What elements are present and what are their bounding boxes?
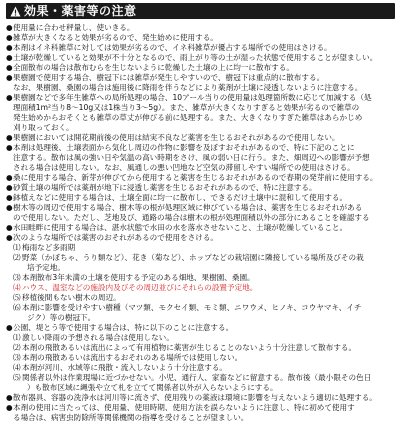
- precaution-item: [6, 73, 395, 83]
- precaution-text: 全面散布の場合は散布むらを生じないように乾燥した土壌の上に均一に散布する。: [13, 63, 294, 72]
- sub-item-text: 本剤の飛散あるいは流出するおそれのある場所では使用しない。: [22, 353, 243, 362]
- sub-item: [6, 333, 395, 343]
- sub-item: [6, 273, 395, 283]
- sub-item-text: 本剤に影響を受けやすい樹種（マツ類、モクセイ類、モミ類、ニワウメ、ヒノキ、コウヤマキ、イチ: [22, 303, 362, 312]
- bullet-icon: ●: [6, 403, 13, 412]
- precaution-text: 本剤の使用に当たっては、使用量、使用時期、使用方法を誤らないように注意し、特に初めて使用す: [13, 403, 355, 412]
- sub-item-continuation: ジク）等の樹冠下。: [27, 313, 96, 322]
- sub-item-text: 梅雨など多雨期: [22, 243, 76, 252]
- sub-item-text: 本剤の飛散あるいは流出によって有用植物に薬害が生じることのないよう十分注意して散布する。: [22, 343, 357, 352]
- bullet-icon: ●: [6, 233, 13, 242]
- sub-item-number: ⑵: [13, 253, 21, 262]
- sub-item-number: ⑴: [13, 333, 21, 342]
- precaution-continuation: される場合は使用しない。なお、風通しの悪い凹地など空気の滞留しやすい場所での使用はさける。: [13, 163, 355, 172]
- sub-item-continuation: 培予定地。: [27, 263, 65, 272]
- sub-item: [6, 343, 395, 353]
- precaution-item: [6, 183, 395, 193]
- sub-item-text: 本剤が河川、水域等に飛散・流入しないよう十分注意する。: [22, 363, 228, 372]
- sub-item-number: ⑸: [13, 293, 21, 302]
- bullet-icon: ●: [6, 93, 13, 102]
- precaution-item: [6, 173, 395, 183]
- precaution-text: 土壌が乾燥していると効果が不十分となるので、雨上がり等の土が湿った状態で使用することが望ましい。: [13, 53, 378, 62]
- precaution-item: [6, 403, 395, 413]
- precaution-text: 果樹園で使用する場合、樹冠下には雑草が発生しやすいので、樹冠下は重点的に散布する。: [13, 73, 325, 82]
- precaution-continuation: なお、果樹園、桑園の場合は施用後に降雨を伴うなどにより薬剤が土壌に浸透しないように注意する。: [13, 83, 363, 92]
- precaution-text: 次のような場所では薬害のおそれがあるので使用をさける。: [13, 233, 219, 242]
- precaution-text: 水田畦畔に使用する場合は、湛水状態で水田の水を落水させないこと、土壌が乾燥していること。: [13, 223, 348, 232]
- warning-triangle-icon: [10, 6, 21, 17]
- sub-item-text: 関係者以外は作業現場に近づかせない。小児、通行人、家畜などに留意する。散布後（最小限その色日: [22, 373, 372, 382]
- precaution-text: 樹木等の周辺で使用する場合、樹木等の根が処理区域に伸びている場合は、薬害を生じるおそれがある: [13, 203, 363, 212]
- precaution-item: [6, 323, 395, 333]
- sub-item-number: ⑷: [13, 363, 21, 372]
- sub-item-text: 野菜（かぼちゃ、うり類など）、花き（菊など）、ホップなどの栽培園に隣接している場所及びその栽: [22, 253, 364, 262]
- sub-item: [6, 253, 395, 263]
- bullet-icon: ●: [6, 143, 13, 152]
- section-header: [6, 3, 395, 19]
- precaution-text: 鉢植えなどに使用する場合は、土壌全面に均一に散布し、できるだけ土壌中に混和して使用する。: [13, 193, 348, 202]
- precaution-text: 桑に使用する場合、新芽が伸びてから使用すると薬害を生じるおそれがあるので春期の発芽前に使用する。: [13, 173, 378, 182]
- sub-item-number: ⑶: [13, 273, 21, 282]
- bullet-icon: ●: [6, 323, 13, 332]
- precaution-item: [6, 143, 395, 153]
- bullet-icon: ●: [6, 33, 13, 42]
- precaution-text: 雑草が大きくなると効果が劣るので、発生始めに使用する。: [13, 33, 218, 42]
- precaution-item: [6, 23, 395, 33]
- bullet-icon: ●: [6, 203, 13, 212]
- precaution-item: [6, 33, 395, 43]
- sub-item: [6, 373, 395, 383]
- precaution-item: [6, 43, 395, 53]
- precaution-item: [6, 223, 395, 233]
- sub-item-text: 激しい降雨の予想される場合は使用しない。: [22, 333, 174, 342]
- bullet-icon: ●: [6, 63, 13, 72]
- bullet-icon: ●: [6, 73, 13, 82]
- precaution-continuation: る場合は、病害虫防除所等関係機関の指導を受けることが望ましい。: [13, 413, 249, 422]
- precaution-text: 散布器具、容器の洗浄水は河川等に流さず、使用残りの薬液は環境に影響を与えないよう適切に処理する。: [13, 393, 377, 402]
- precaution-continuation: 注意する。散布は風の強い日や気温の高い時期をさけ、風の弱い日に行う。また、畑周辺への影響が予想: [13, 153, 370, 162]
- precaution-text: 果樹園などで多年生雑草への局所処理の場合、10アール当りの使用量は処理箇所数に応じて加減する（処: [13, 93, 372, 102]
- precaution-item: [6, 133, 395, 143]
- bullet-icon: ●: [6, 393, 13, 402]
- precaution-item: [6, 53, 395, 63]
- sub-item-number: ⑹: [13, 303, 21, 312]
- sub-item: [6, 283, 395, 293]
- precaution-text: 砂質土壌の場所では薬剤が地下に浸透し薬害を生じるおそれがあるので、特に注意する。: [13, 183, 317, 192]
- precaution-continuation: 刈り取っておく。: [13, 123, 74, 132]
- sub-item-text: ハウス、温室などの施設内及びその周辺並びにそれらの設置予定地。: [22, 283, 258, 292]
- precaution-text: 公園、堤とう等で使用する場合は、特に以下のことに注意する。: [13, 323, 234, 332]
- precaution-item: [6, 193, 395, 203]
- precaution-text: 使用量に合わせ秤量し、使いきる。: [13, 23, 135, 32]
- precaution-item: [6, 233, 395, 243]
- bullet-icon: ●: [6, 23, 13, 32]
- sub-item-number: ⑷: [13, 283, 21, 292]
- bullet-icon: ●: [6, 133, 13, 142]
- sub-item-continuation: ）も散布区域に縄張や立て札を立てて関係者以外が入らないようにする。: [27, 383, 278, 392]
- sub-item-text: 本剤散布3年未満の土壌を使用する予定のある畑地、果樹園、桑園。: [22, 273, 255, 282]
- sub-item: [6, 303, 395, 313]
- sub-item: [6, 353, 395, 363]
- precaution-text: 本剤はイネ科雑草に対しては効果が劣るので、イネ科雑草が優占する場所での使用はさける。: [13, 43, 332, 52]
- precaution-item: [6, 63, 395, 73]
- sub-item-number: ⑸: [13, 373, 21, 382]
- bullet-icon: ●: [6, 53, 13, 62]
- sub-item: [6, 293, 395, 303]
- sub-item-number: ⑴: [13, 243, 21, 252]
- bullet-icon: ●: [6, 223, 13, 232]
- bullet-icon: ●: [6, 43, 13, 52]
- precaution-item: [6, 203, 395, 213]
- sub-item: [6, 243, 395, 253]
- precautions-body: [6, 23, 395, 423]
- precaution-continuation: 理面積1m²当り8～10g又は1株当り3～5g）。また、雑草が大きくなりすぎると効果が劣るので雑草の: [13, 103, 360, 112]
- section-title: 効果・薬害等の注意: [24, 4, 137, 18]
- precaution-item: [6, 93, 395, 103]
- bullet-icon: ●: [6, 193, 13, 202]
- bullet-icon: ●: [6, 173, 13, 182]
- precaution-text: 本剤は処理後、土壌表面から気化し周辺の作物に影響を及ぼすおそれがあるので、特に下記のことに: [13, 143, 355, 152]
- sub-item-number: ⑶: [13, 353, 21, 362]
- precaution-item: [6, 393, 395, 403]
- sub-item-number: ⑵: [13, 343, 21, 352]
- precaution-text: 果樹園においては開花期前後の使用は結実不良など薬害を生じるおそれがあるので使用しない。: [13, 133, 340, 142]
- bullet-icon: ●: [6, 183, 13, 192]
- precaution-continuation: 発生始めからおそくとも雑草の草丈が伸びる前に処理する。また、大きくなりすぎた雑草はあらかじめ: [13, 113, 363, 122]
- precaution-continuation: ので使用しない。ただし、芝地及び、通路の場合は樹木の根が処理面積以外の部分にあることを確認する: [13, 213, 370, 222]
- sub-item-text: 移植後間もない樹木の周辺。: [22, 293, 121, 302]
- sub-item: [6, 363, 395, 373]
